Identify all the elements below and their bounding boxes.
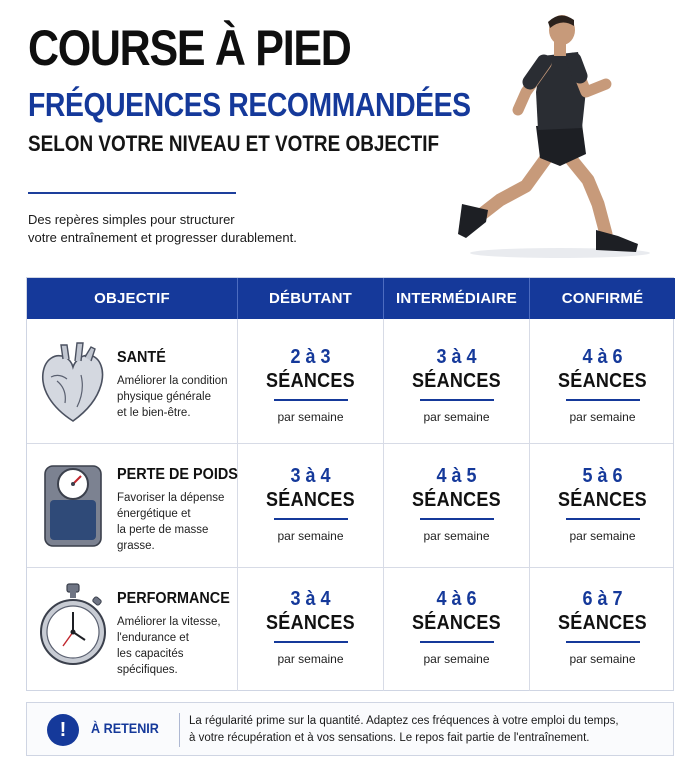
reminder-text (189, 713, 619, 747)
heart-icon (37, 337, 109, 427)
frequency-range: 5 à 6 (582, 465, 623, 487)
frequency-cell (238, 346, 383, 424)
frequency-underline (566, 518, 640, 520)
frequency-unit: SÉANCES (558, 370, 647, 392)
objective-description-line: Améliorer la condition (117, 375, 228, 387)
frequency-range: 3 à 4 (436, 346, 477, 368)
frequency-period: par semaine (277, 529, 344, 543)
runner-illustration (440, 8, 660, 260)
frequency-period: par semaine (569, 410, 636, 424)
reminder-box (26, 702, 674, 756)
title-divider (28, 192, 236, 194)
intro-line: votre entraînement et progresser durablement. (28, 230, 297, 245)
frequency-range: 3 à 4 (290, 588, 331, 610)
objective-description-line: spécifiques. (117, 664, 178, 676)
objective-description-line: énergétique et (117, 508, 191, 520)
table-header-row (27, 278, 675, 319)
page-title: COURSE À PIED (28, 20, 351, 76)
frequency-unit: SÉANCES (412, 370, 501, 392)
table-row-sante (27, 319, 237, 443)
frequency-underline (420, 641, 494, 643)
frequency-range: 4 à 6 (436, 588, 477, 610)
table-row-performance (27, 568, 237, 692)
column-header-objectif: OBJECTIF (94, 290, 170, 307)
header (28, 20, 471, 156)
frequency-period: par semaine (277, 410, 344, 424)
objective-description-line: physique générale (117, 391, 211, 403)
objective-title: SANTÉ (117, 349, 166, 366)
frequency-period: par semaine (277, 652, 344, 666)
frequency-underline (420, 518, 494, 520)
objective-description-line: grasse. (117, 540, 155, 552)
frequency-cell (530, 465, 675, 543)
reminder-label: À RETENIR (91, 720, 159, 736)
frequency-cell (530, 588, 675, 666)
frequency-range: 6 à 7 (582, 588, 623, 610)
frequency-unit: SÉANCES (558, 612, 647, 634)
frequency-range: 2 à 3 (290, 346, 331, 368)
objective-title: PERTE DE POIDS (117, 466, 238, 483)
frequency-range: 4 à 5 (436, 465, 477, 487)
column-header-confirme: CONFIRMÉ (561, 290, 644, 307)
frequency-period: par semaine (423, 529, 490, 543)
frequency-underline (566, 399, 640, 401)
frequency-range: 3 à 4 (290, 465, 331, 487)
frequency-cell (384, 588, 529, 666)
objective-description (117, 490, 235, 554)
frequency-unit: SÉANCES (266, 612, 355, 634)
scale-icon (37, 460, 109, 550)
objective-title: PERFORMANCE (117, 590, 230, 607)
frequency-unit: SÉANCES (412, 612, 501, 634)
objective-description-line: Favoriser la dépense (117, 492, 225, 504)
page-subtitle-secondary: SELON VOTRE NIVEAU ET VOTRE OBJECTIF (28, 131, 440, 156)
frequency-underline (274, 399, 348, 401)
exclamation-icon: ! (47, 714, 79, 746)
frequency-cell (384, 346, 529, 424)
frequency-cell (238, 465, 383, 543)
column-header-intermediaire: INTERMÉDIAIRE (396, 290, 517, 307)
objective-description (117, 373, 235, 421)
frequency-range: 4 à 6 (582, 346, 623, 368)
intro-line: Des repères simples pour structurer (28, 212, 235, 227)
frequency-table (26, 277, 674, 691)
frequency-period: par semaine (423, 652, 490, 666)
reminder-text-line: La régularité prime sur la quantité. Adaptez ces fréquences à votre emploi du temps, (189, 715, 619, 727)
frequency-unit: SÉANCES (266, 489, 355, 511)
objective-description-line: et le bien-être. (117, 407, 191, 419)
frequency-unit: SÉANCES (412, 489, 501, 511)
frequency-underline (274, 641, 348, 643)
frequency-period: par semaine (569, 529, 636, 543)
frequency-cell (238, 588, 383, 666)
objective-description-line: la perte de masse (117, 524, 209, 536)
frequency-unit: SÉANCES (266, 370, 355, 392)
objective-description-line: l'endurance et (117, 632, 189, 644)
reminder-divider (179, 713, 180, 747)
frequency-cell (384, 465, 529, 543)
frequency-period: par semaine (423, 410, 490, 424)
frequency-underline (566, 641, 640, 643)
frequency-underline (420, 399, 494, 401)
objective-description (117, 614, 235, 678)
objective-description-line: Améliorer la vitesse, (117, 616, 221, 628)
objective-description-line: les capacités (117, 648, 184, 660)
table-row-perte-de-poids (27, 444, 237, 568)
column-header-debutant: DÉBUTANT (269, 290, 352, 307)
frequency-unit: SÉANCES (558, 489, 647, 511)
frequency-period: par semaine (569, 652, 636, 666)
intro-text (28, 211, 388, 247)
stopwatch-icon (37, 582, 109, 672)
frequency-cell (530, 346, 675, 424)
frequency-underline (274, 518, 348, 520)
reminder-text-line: à votre récupération et à vos sensations. Le repos fait partie de l'entraînement. (189, 732, 590, 744)
page-subtitle: FRÉQUENCES RECOMMANDÉES (28, 86, 471, 123)
